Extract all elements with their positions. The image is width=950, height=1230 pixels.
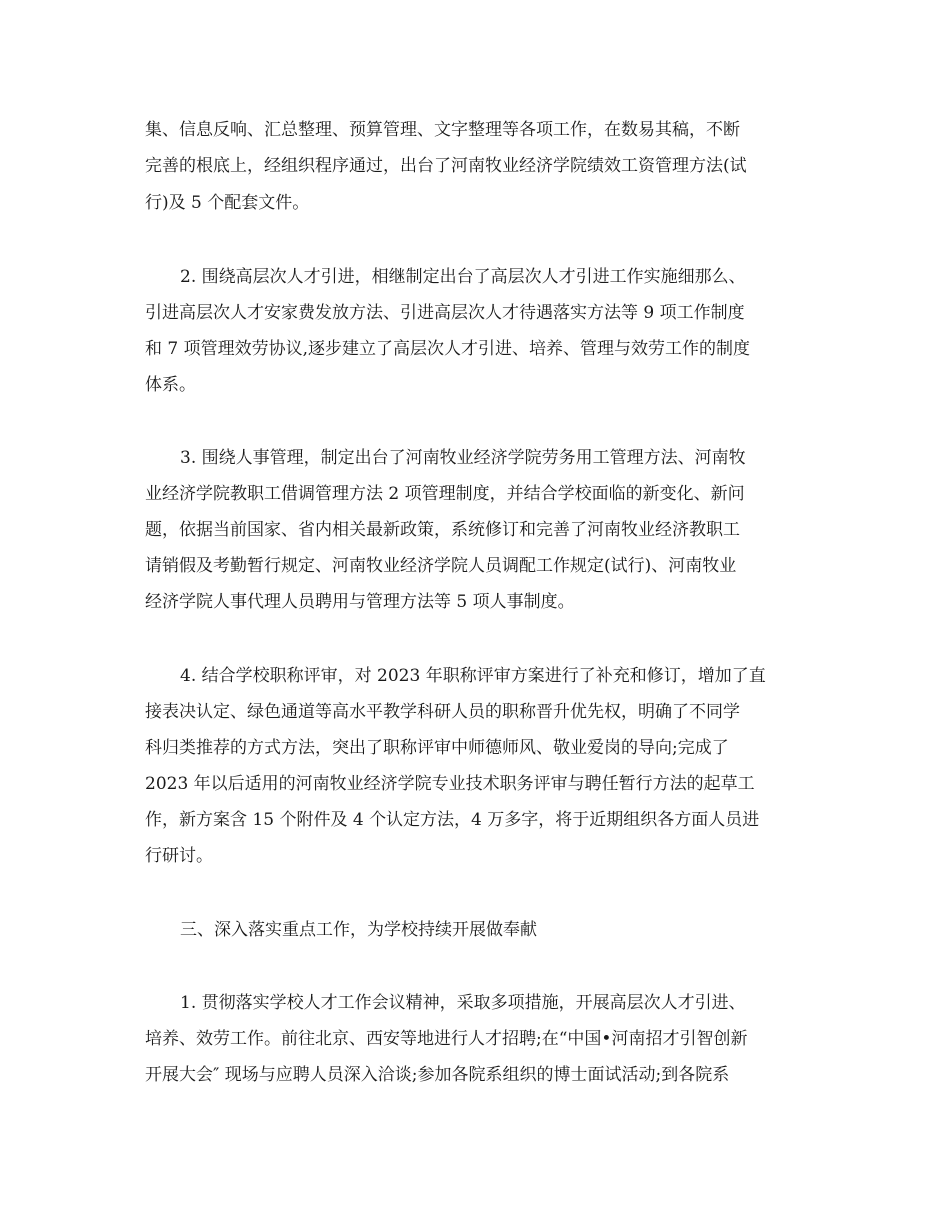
paragraph-4-line-5: 作，新方案含 15 个附件及 4 个认定方法，4 万多字，将于近期组织各方面人员进 <box>145 810 760 830</box>
paragraph-4-line-4: 2023 年以后适用的河南牧业经济学院专业技术职务评审与聘任暂行方法的起草工 <box>145 774 755 794</box>
paragraph-3-line-1: 3. 围绕人事管理，制定出台了河南牧业经济学院劳务用工管理方法、河南牧 <box>180 448 746 468</box>
paragraph-1-line-1: 集、信息反响、汇总整理、预算管理、文字整理等各项工作，在数易其稿，不断 <box>145 120 740 140</box>
paragraph-4-line-3: 科归类推荐的方式方法，突出了职称评审中师德师风、敬业爱岗的导向;完成了 <box>145 738 729 758</box>
paragraph-3-line-5: 经济学院人事代理人员聘用与管理方法等 5 项人事制度。 <box>145 592 575 612</box>
paragraph-1-line-2: 完善的根底上，经组织程序通过，出台了河南牧业经济学院绩效工资管理方法(试 <box>145 156 747 176</box>
paragraph-2-line-1: 2. 围绕高层次人才引进，相继制定出台了高层次人才引进工作实施细那么、 <box>180 267 746 287</box>
paragraph-5-line-2: 培养、效劳工作。前往北京、西安等地进行人才招聘;在“中国•河南招才引智创新 <box>145 1029 748 1049</box>
paragraph-1-line-3: 行)及 5 个配套文件。 <box>145 193 310 213</box>
paragraph-3-line-3: 题，依据当前国家、省内相关最新政策，系统修订和完善了河南牧业经济教职工 <box>145 520 740 540</box>
paragraph-2-line-2: 引进高层次人才安家费发放方法、引进高层次人才待遇落实方法等 9 项工作制度 <box>145 303 745 323</box>
paragraph-3-line-4: 请销假及考勤暂行规定、河南牧业经济学院人员调配工作规定(试行)、河南牧业 <box>145 556 737 576</box>
paragraph-3-line-2: 业经济学院教职工借调管理方法 2 项管理制度，并结合学校面临的新变化、新问 <box>145 484 745 504</box>
paragraph-4-line-1: 4. 结合学校职称评审，对 2023 年职称评审方案进行了补充和修订，增加了直 <box>180 666 766 686</box>
paragraph-2-line-3: 和 7 项管理效劳协议,逐步建立了高层次人才引进、培养、管理与效劳工作的制度 <box>145 339 751 359</box>
paragraph-5-line-3: 开展大会″ 现场与应聘人员深入洽谈;参加各院系组织的博士面试活动;到各院系 <box>145 1065 730 1085</box>
paragraph-2-line-4: 体系。 <box>145 375 196 395</box>
paragraph-4-line-6: 行研讨。 <box>145 846 213 866</box>
section-heading: 三、深入落实重点工作，为学校持续开展做奉献 <box>180 920 537 940</box>
paragraph-4-line-2: 接表决认定、绿色通道等高水平教学科研人员的职称晋升优先权，明确了不同学 <box>145 702 740 722</box>
paragraph-5-line-1: 1. 贯彻落实学校人才工作会议精神，采取多项措施，开展高层次人才引进、 <box>180 993 746 1013</box>
